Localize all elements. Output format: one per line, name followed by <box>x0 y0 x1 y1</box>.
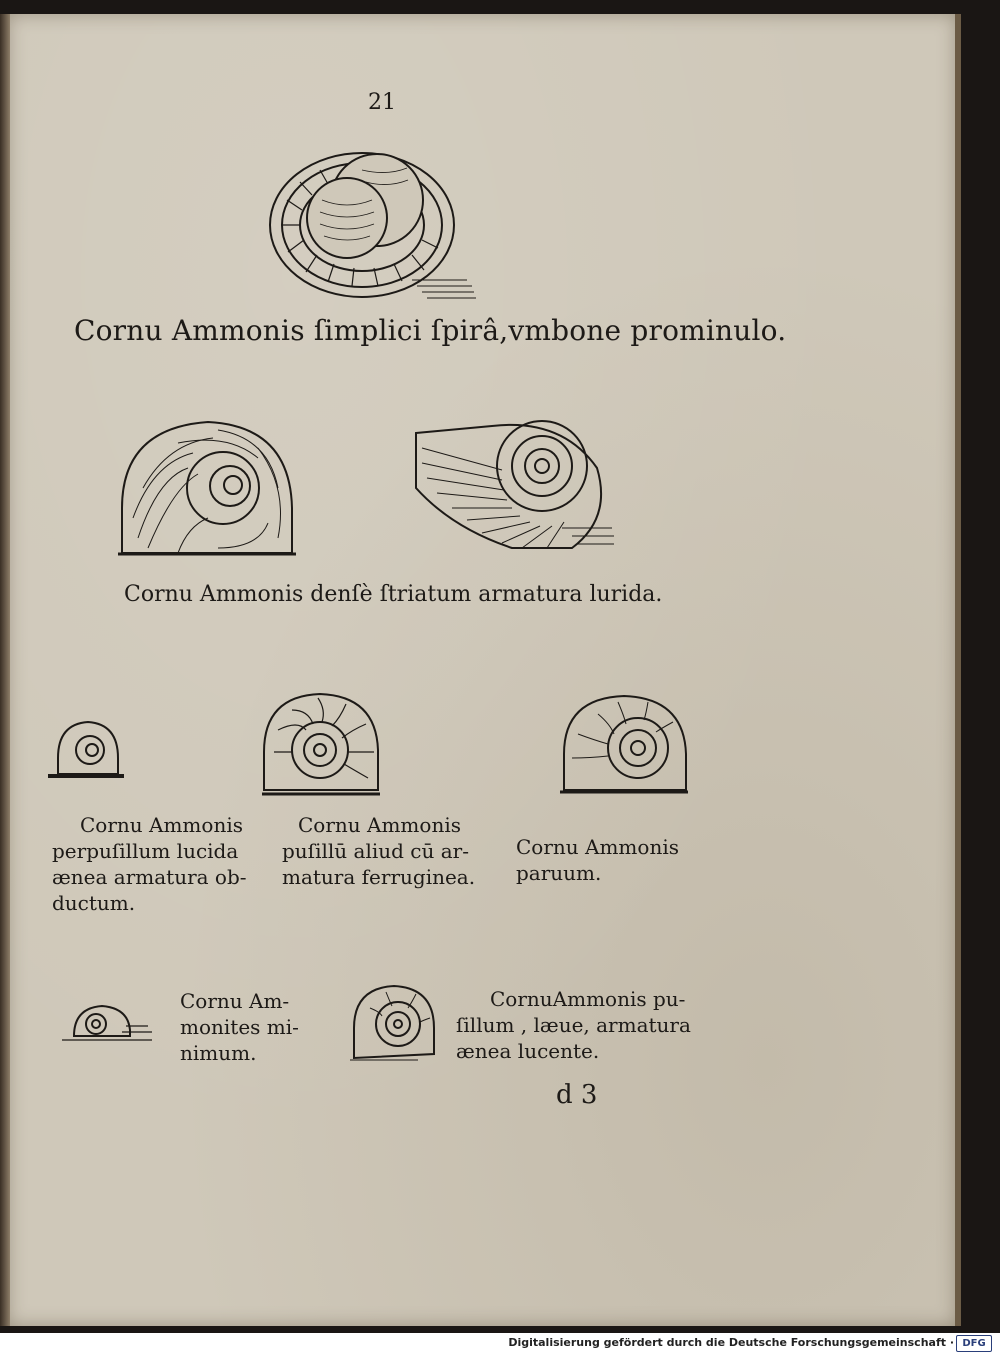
page-spine-shadow <box>0 14 10 1326</box>
page-edge <box>955 14 961 1326</box>
caption-figure-2: Cornu Ammonis denſè ſtriatum armatura lurida. <box>124 582 663 607</box>
ammonite-woodcut-5 <box>558 694 690 800</box>
signature-mark: d 3 <box>556 1080 598 1110</box>
ammonite-woodcut-2b <box>412 408 617 558</box>
ammonite-woodcut-2a <box>118 408 298 558</box>
caption-figure-1: Cornu Ammonis ſimplici ſpirâ,vmbone prominulo. <box>74 314 787 347</box>
ammonite-woodcut-3 <box>48 718 124 782</box>
digitization-footer <box>0 1333 1000 1353</box>
ammonite-woodcut-6 <box>62 1000 154 1050</box>
caption-figure-4: Cornu Ammonis puſillū aliud cū ar- matura ferruginea. <box>282 813 476 889</box>
ammonite-woodcut-7 <box>348 984 438 1066</box>
ammonite-woodcut-4 <box>258 690 384 804</box>
caption-figure-6: Cornu Am- monites mi- nimum. <box>180 989 299 1065</box>
caption-figure-3: Cornu Ammonis perpuſillum lucida ænea armatura ob- ductum. <box>52 813 247 915</box>
ammonite-woodcut-1 <box>262 140 482 310</box>
book-page <box>8 14 956 1326</box>
caption-figure-7: CornuAmmonis pu- ſillum , læue, armatura ænea lucente. <box>456 987 691 1063</box>
page-number: 21 <box>368 90 396 115</box>
footer-credit: Digitalisierung gefördert durch die Deutsche Forschungsgemeinschaft · <box>508 1336 954 1349</box>
dfg-logo: DFG <box>956 1335 992 1352</box>
caption-figure-5: Cornu Ammonis paruum. <box>516 835 679 885</box>
